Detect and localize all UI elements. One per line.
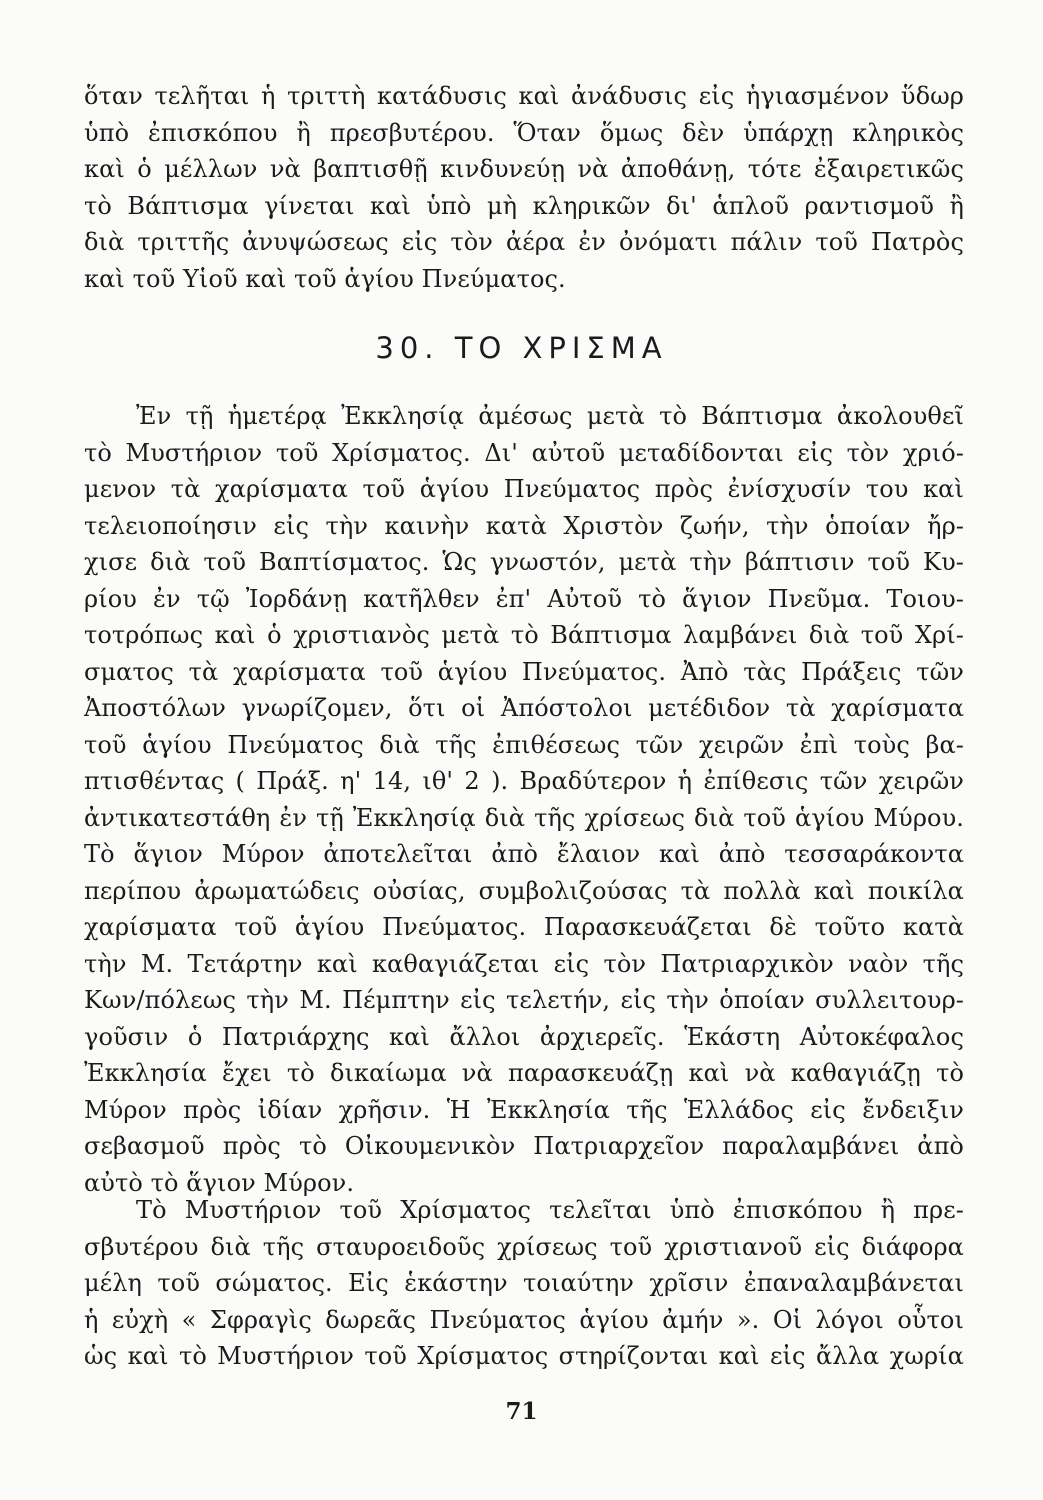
text-line: ρίου ἐν τῷ Ἰορδάνῃ κατῆλθεν ἐπ' Αὐτοῦ τὸ ἅγιον Πνεῦμα. Τοιου- <box>84 584 964 613</box>
text-line: τοῦ ἁγίου Πνεύματος διὰ τῆς ἐπιθέσεως τῶν χειρῶν ἐπὶ τοὺς βα- <box>84 730 964 759</box>
text-line: διὰ τριττῆς ἀνυψώσεως εἰς τὸν ἀέρα ἐν ὀνόματι πάλιν τοῦ Πατρὸς <box>84 228 964 256</box>
text-line: ἡ εὐχὴ « Σφραγὶς δωρεᾶς Πνεύματος ἁγίου ἀμήν ». Οἱ λόγοι οὗτοι <box>84 1305 964 1334</box>
paragraph-chrism <box>84 398 964 1201</box>
text-line: Μύρον πρὸς ἰδίαν χρῆσιν. Ἡ Ἐκκλησία τῆς Ἑλλάδος εἰς ἔνδειξιν <box>84 1095 964 1124</box>
text-line: Τὸ Μυστήριον τοῦ Χρίσματος τελεῖται ὑπὸ ἐπισκόπου ἢ πρε- <box>136 1196 964 1224</box>
text-line: πτισθέντας ( Πράξ. η' 14, ιθ' 2 ). Βραδύτερον ἡ ἐπίθεσις τῶν χειρῶν <box>84 767 964 795</box>
intro-paragraph <box>84 78 964 297</box>
text-line: ἀντικατεστάθη ἐν τῇ Ἐκκλησίᾳ διὰ τῆς χρίσεως διὰ τοῦ ἁγίου Μύρου. <box>84 803 964 832</box>
text-line: καὶ τοῦ Υἱοῦ καὶ τοῦ ἁγίου Πνεύματος. <box>84 264 566 293</box>
text-line: τὸ Μυστήριον τοῦ Χρίσματος. Δι' αὐτοῦ μεταδίδονται εἰς τὸν χριό- <box>84 438 964 467</box>
text-line: Ἐκκλησία ἔχει τὸ δικαίωμα νὰ παρασκευάζῃ καὶ νὰ καθαγιάζῃ τὸ <box>84 1059 964 1087</box>
page-number: 71 <box>505 1398 538 1425</box>
text-line: τελειοποίησιν εἰς τὴν καινὴν κατὰ Χριστὸν ζωήν, τὴν ὁποίαν ἤρ- <box>84 511 964 540</box>
text-line: αὐτὸ τὸ ἅγιον Μύρον. <box>84 1168 355 1197</box>
text-line: μέλη τοῦ σώματος. Εἰς ἑκάστην τοιαύτην χρῖσιν ἐπαναλαμβάνεται <box>84 1269 964 1297</box>
section-heading: 30. ΤΟ ΧΡΙΣΜΑ <box>375 331 668 365</box>
paragraph-rite <box>84 1192 964 1375</box>
text-line: γοῦσιν ὁ Πατριάρχης καὶ ἄλλοι ἀρχιερεῖς. Ἑκάστη Αὐτοκέφαλος <box>84 1022 964 1051</box>
text-line: καὶ ὁ μέλλων νὰ βαπτισθῇ κινδυνεύῃ νὰ ἀποθάνῃ, τότε ἐξαιρετικῶς <box>84 155 964 183</box>
text-line: σματος τὰ χαρίσματα τοῦ ἁγίου Πνεύματος. Ἀπὸ τὰς Πράξεις τῶν <box>84 657 964 686</box>
text-line: Ἀποστόλων γνωρίζομεν, ὅτι οἱ Ἀπόστολοι μετέδιδον τὰ χαρίσματα <box>84 694 964 722</box>
text-line: μενον τὰ χαρίσματα τοῦ ἁγίου Πνεύματος πρὸς ἐνίσχυσίν του καὶ <box>84 475 964 503</box>
text-line: Τὸ ἅγιον Μύρον ἀποτελεῖται ἀπὸ ἔλαιον καὶ ἀπὸ τεσσαράκοντα <box>84 840 964 868</box>
text-line: Ἐν τῇ ἡμετέρᾳ Ἐκκλησίᾳ ἀμέσως μετὰ τὸ Βάπτισμα ἀκολουθεῖ <box>136 402 964 430</box>
text-line: χισε διὰ τοῦ Βαπτίσματος. Ὡς γνωστόν, μετὰ τὴν βάπτισιν τοῦ Κυ- <box>84 548 964 576</box>
text-line: περίπου ἀρωματώδεις οὐσίας, συμβολιζούσας τὰ πολλὰ καὶ ποικίλα <box>84 876 964 905</box>
text-line: ὑπὸ ἐπισκόπου ἢ πρεσβυτέρου. Ὅταν ὅμως δὲν ὑπάρχῃ κληρικὸς <box>84 118 964 147</box>
text-line: τὴν Μ. Τετάρτην καὶ καθαγιάζεται εἰς τὸν Πατριαρχικὸν ναὸν τῆς <box>84 949 964 978</box>
text-line: τὸ Βάπτισμα γίνεται καὶ ὑπὸ μὴ κληρικῶν δι' ἁπλοῦ ραντισμοῦ ἢ <box>84 191 964 220</box>
text-line: ὡς καὶ τὸ Μυστήριον τοῦ Χρίσματος στηρίζονται καὶ εἰς ἄλλα χωρία <box>84 1342 964 1370</box>
text-line: ὅταν τελῆται ἡ τριττὴ κατάδυσις καὶ ἀνάδυσις εἰς ἡγιασμένον ὕδωρ <box>84 82 964 110</box>
text-line: Κων/πόλεως τὴν Μ. Πέμπτην εἰς τελετήν, εἰς τὴν ὁποίαν συλλειτουρ- <box>84 986 964 1014</box>
text-line: σβυτέρου διὰ τῆς σταυροειδοῦς χρίσεως τοῦ χριστιανοῦ εἰς διάφορα <box>84 1232 964 1261</box>
text-line: σεβασμοῦ πρὸς τὸ Οἰκουμενικὸν Πατριαρχεῖον παραλαμβάνει ἀπὸ <box>84 1132 964 1160</box>
text-line: χαρίσματα τοῦ ἁγίου Πνεύματος. Παρασκευάζεται δὲ τοῦτο κατὰ <box>84 913 964 941</box>
text-line: τοτρόπως καὶ ὁ χριστιανὸς μετὰ τὸ Βάπτισμα λαμβάνει διὰ τοῦ Χρί- <box>84 621 964 649</box>
